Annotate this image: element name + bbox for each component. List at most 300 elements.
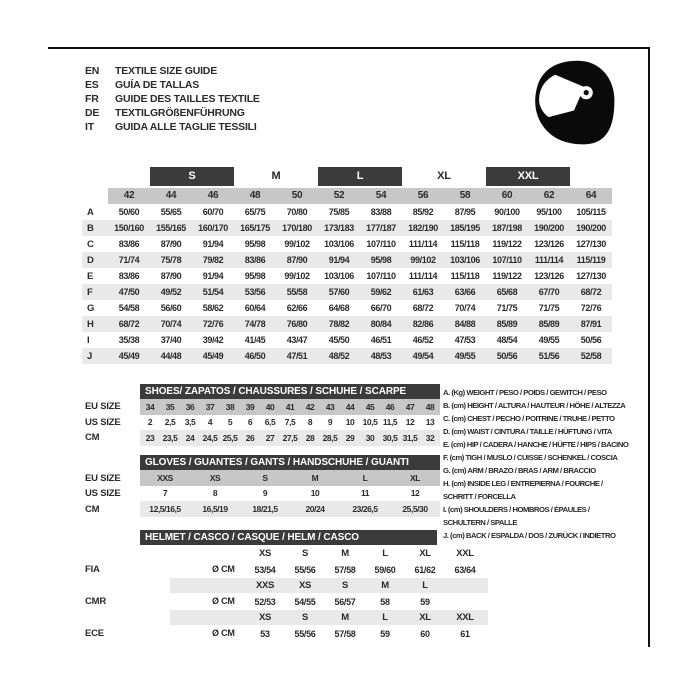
size-cell: 44 [150, 188, 192, 204]
helmet-value-cell: 58 [380, 596, 390, 607]
shoe-cm-cell: 25,5 [222, 432, 238, 443]
size-cell: 62 [528, 188, 570, 204]
measurement-cell: 49/55 [538, 335, 560, 345]
shoe-eu-size-cell: 46 [385, 401, 395, 412]
gloves-cm-row [140, 501, 440, 517]
shoe-eu-size-cell: 34 [145, 401, 155, 412]
gloves-us-size-label: US SIZE [85, 488, 121, 499]
helmet-size-cell: L [382, 612, 388, 623]
helmet-size-cell: XL [419, 612, 431, 623]
shoe-us-size-cell: 11,5 [382, 417, 398, 428]
shoe-eu-size-cell: 36 [185, 401, 195, 412]
measurement-cell: 61/63 [412, 287, 434, 297]
measurement-cell: 65/68 [496, 287, 518, 297]
measurement-cell: 70/74 [454, 303, 476, 313]
helmet-size-cell: M [341, 612, 349, 623]
legend-line: G. (cm) ARM / BRAZO / BRAS / ARM / BRACCIO [443, 466, 596, 475]
language-code: DE [85, 107, 100, 119]
helmet-value-cell: 61 [460, 628, 470, 639]
measurement-cell: 63/66 [454, 287, 476, 297]
language-title: GUIDA ALLE TAGLIE TESSILI [115, 121, 257, 133]
size-group-xxl: XXL [486, 167, 570, 186]
shoe-cm-cell: 28 [305, 432, 315, 443]
helmet-value-cell: 57/58 [334, 628, 356, 639]
measurement-cell: 165/175 [240, 223, 270, 233]
shoe-us-size-cell: 7,5 [284, 417, 296, 428]
textile-size-table [82, 167, 612, 364]
language-code: EN [85, 65, 100, 77]
helmet-value-cell: 55/56 [294, 564, 316, 575]
measurement-cell: 187/198 [492, 223, 522, 233]
helmet-fia-label: FIA [85, 564, 100, 575]
measurement-cell: 37/40 [160, 335, 182, 345]
legend-line: A. (Kg) WEIGHT / PESO / POIDS / GEWITCH / PESO [443, 388, 607, 397]
measurement-cell: 55/65 [160, 207, 182, 217]
measurement-cell: 95/98 [244, 271, 266, 281]
measurement-cell: 87/90 [160, 239, 182, 249]
shoe-us-size-cell: 2,5 [164, 417, 176, 428]
legend-item [443, 464, 649, 477]
language-row [85, 64, 260, 78]
shoe-us-size-cell: 4 [207, 417, 213, 428]
measurement-cell: 71/74 [118, 255, 140, 265]
measurement-cell: 79/82 [202, 255, 224, 265]
measurement-cell: 119/122 [492, 271, 522, 281]
shoe-us-size-cell: 5 [227, 417, 233, 428]
helmet-fia-values-row [245, 562, 485, 577]
shoes-title-bar [140, 384, 440, 399]
glove-us-size-cell: 12 [410, 488, 420, 499]
row-label: H [87, 318, 94, 330]
measurement-cell: 115/119 [576, 255, 606, 265]
measurement-cell: 182/190 [408, 223, 438, 233]
measurement-cell: 49/55 [454, 351, 476, 361]
shoes-eu-row [140, 399, 440, 415]
measurement-cell: 64/68 [328, 303, 350, 313]
measurement-cell: 99/102 [284, 239, 310, 249]
measurement-cell: 91/94 [328, 255, 350, 265]
textile-row-e [82, 268, 612, 284]
measurement-cell: 103/106 [324, 271, 354, 281]
helmet-ece-sizes-row [245, 610, 485, 625]
legend-item [443, 412, 649, 425]
measurement-cell: 51/54 [202, 287, 224, 297]
shoe-eu-size-cell: 45 [365, 401, 375, 412]
row-label: C [87, 238, 94, 250]
row-label: F [87, 286, 93, 298]
size-cell: 64 [570, 188, 612, 204]
measurement-cell: 60/64 [244, 303, 266, 313]
shoe-cm-cell: 27,5 [282, 432, 298, 443]
shoe-cm-cell: 23,5 [162, 432, 178, 443]
measurement-cell: 190/200 [576, 223, 606, 233]
shoe-eu-size-cell: 38 [225, 401, 235, 412]
measurement-cell: 45/49 [202, 351, 224, 361]
shoe-cm-cell: 28,5 [322, 432, 338, 443]
language-row [85, 78, 260, 92]
textile-sizes-row [82, 188, 612, 204]
shoes-us-row [140, 415, 440, 431]
measurement-cell: 72/76 [202, 319, 224, 329]
shoe-cm-cell: 24,5 [202, 432, 218, 443]
helmet-size-cell: S [301, 612, 309, 623]
glove-cm-cell: 16,5/19 [202, 503, 228, 514]
textile-row-d [82, 252, 612, 268]
language-title: TEXTILGRÖßENFÜHRUNG [115, 107, 245, 119]
language-row [85, 106, 260, 120]
shoe-eu-size-cell: 41 [285, 401, 295, 412]
size-cell: 46 [192, 188, 234, 204]
helmet-size-cell: S [301, 548, 309, 559]
measurement-cell: 47/53 [454, 335, 476, 345]
measurement-cell: 95/100 [536, 207, 562, 217]
glove-cm-cell: 20/24 [305, 503, 325, 514]
row-label: A [87, 206, 94, 218]
language-row [85, 120, 260, 134]
racing-helmet-icon [524, 56, 624, 155]
shoe-eu-size-cell: 35 [165, 401, 175, 412]
measurement-cell: 56/60 [160, 303, 182, 313]
helmet-ece-values-row [245, 626, 485, 641]
measurement-cell: 46/52 [412, 335, 434, 345]
shoe-eu-size-cell: 39 [245, 401, 255, 412]
language-list [85, 64, 260, 134]
measurement-cell: 107/110 [366, 271, 396, 281]
measurement-cell: 66/70 [370, 303, 392, 313]
language-row [85, 92, 260, 106]
helmet-value-cell: 55/56 [294, 628, 316, 639]
helmet-size-cell: L [382, 548, 388, 559]
legend-line: SCHULTERN / SPALLE [443, 518, 517, 527]
helmet-value-cell: 59 [380, 628, 390, 639]
size-cell: 52 [318, 188, 360, 204]
measurement-cell: 70/74 [160, 319, 182, 329]
measurement-cell: 76/80 [286, 319, 308, 329]
helmet-fia-sizes-row [245, 546, 485, 561]
measurement-cell: 68/72 [412, 303, 434, 313]
shoe-cm-cell: 30 [365, 432, 375, 443]
textile-row-c [82, 236, 612, 252]
measure-legend [443, 386, 649, 542]
measurement-cell: 85/92 [412, 207, 434, 217]
measurement-cell: 48/53 [370, 351, 392, 361]
measurement-cell: 39/42 [202, 335, 224, 345]
glove-eu-size-cell: M [311, 472, 319, 483]
row-label: G [87, 302, 95, 314]
measurement-cell: 46/50 [244, 351, 266, 361]
frame-border-top [48, 47, 650, 49]
measurement-cell: 127/130 [576, 271, 606, 281]
row-label: B [87, 222, 94, 234]
shoe-eu-size-cell: 48 [425, 401, 435, 412]
language-code: FR [85, 93, 99, 105]
legend-line: D. (cm) WAIST / CINTURA / TAILLE / HÜFTUNG / VITA [443, 427, 612, 436]
textile-row-b [82, 220, 612, 236]
shoe-us-size-cell: 2 [147, 417, 153, 428]
helmet-size-cell: XXL [456, 612, 474, 623]
measurement-cell: 50/56 [496, 351, 518, 361]
measurement-cell: 107/110 [366, 239, 396, 249]
measurement-cell: 90/100 [494, 207, 520, 217]
measurement-cell: 71/75 [538, 303, 560, 313]
glove-cm-cell: 23/26,5 [352, 503, 378, 514]
measurement-cell: 107/110 [492, 255, 522, 265]
measurement-cell: 45/49 [118, 351, 140, 361]
language-title: TEXTILE SIZE GUIDE [115, 65, 217, 77]
textile-row-h [82, 316, 612, 332]
legend-item [443, 425, 649, 438]
glove-eu-size-cell: XXS [157, 472, 173, 483]
shoe-us-size-cell: 3,5 [184, 417, 196, 428]
helmet-value-cell: 63/64 [454, 564, 476, 575]
measurement-cell: 46/51 [370, 335, 392, 345]
measurement-cell: 71/75 [496, 303, 518, 313]
measurement-cell: 57/60 [328, 287, 350, 297]
helmet-size-cell: XXL [456, 548, 474, 559]
measurement-cell: 47/51 [286, 351, 308, 361]
glove-us-size-cell: 9 [262, 488, 268, 499]
measurement-cell: 58/62 [202, 303, 224, 313]
size-group-m: M [271, 170, 281, 182]
gloves-eu-size-label: EU SIZE [85, 473, 121, 484]
textile-row-j [82, 348, 612, 364]
measurement-cell: 80/84 [370, 319, 392, 329]
measurement-cell: 51/56 [538, 351, 560, 361]
shoes-cm-label: CM [85, 432, 100, 443]
legend-item [443, 438, 649, 451]
size-cell: 56 [402, 188, 444, 204]
measurement-cell: 78/82 [328, 319, 350, 329]
helmet-cmr-diameter-label: Ø CM [212, 596, 235, 606]
glove-us-size-cell: 11 [360, 488, 370, 499]
shoe-cm-cell: 32 [425, 432, 435, 443]
shoes-eu-size-label: EU SIZE [85, 401, 121, 412]
size-cell: 54 [360, 188, 402, 204]
shoe-cm-cell: 31,5 [402, 432, 418, 443]
shoe-eu-size-cell: 43 [325, 401, 335, 412]
measurement-cell: 85/89 [496, 319, 518, 329]
shoe-eu-size-cell: 42 [305, 401, 315, 412]
shoe-us-size-cell: 12 [405, 417, 415, 428]
helmet-ece-diameter-label: Ø CM [212, 628, 235, 638]
shoes-title: SHOES/ ZAPATOS / CHAUSSURES / SCHUHE / SCARPE [145, 386, 407, 397]
language-code: IT [85, 121, 94, 133]
textile-row-a [82, 204, 612, 220]
glove-us-size-cell: 7 [162, 488, 168, 499]
measurement-cell: 54/58 [118, 303, 140, 313]
measurement-cell: 59/62 [370, 287, 392, 297]
shoe-cm-cell: 24 [185, 432, 195, 443]
helmet-size-cell: M [341, 548, 349, 559]
measurement-cell: 47/50 [118, 287, 140, 297]
measurement-cell: 99/102 [410, 255, 436, 265]
measurement-cell: 115/118 [450, 239, 480, 249]
legend-line: J. (cm) BACK / ESPALDA / DOS / ZURÜCK / INDIETRO [443, 531, 616, 540]
shoe-us-size-cell: 10 [345, 417, 355, 428]
legend-line: C. (cm) CHEST / PECHO / POITRINE / TRUHE / PETTO [443, 414, 615, 423]
measurement-cell: 91/94 [202, 271, 224, 281]
language-title: GUÍA DE TALLAS [115, 79, 200, 91]
helmet-cmr-values-row [245, 594, 485, 609]
measurement-cell: 87/95 [454, 207, 476, 217]
measurement-cell: 177/187 [366, 223, 396, 233]
legend-item [443, 451, 649, 464]
helmet-value-cell: 52/53 [254, 596, 276, 607]
gloves-title-bar [140, 455, 440, 470]
shoe-us-size-cell: 6 [247, 417, 253, 428]
measurement-cell: 48/54 [496, 335, 518, 345]
measurement-cell: 185/195 [450, 223, 480, 233]
measurement-cell: 150/160 [114, 223, 144, 233]
measurement-cell: 111/114 [408, 239, 438, 249]
measurement-cell: 105/115 [576, 207, 606, 217]
helmet-ece-label: ECE [85, 628, 104, 639]
measurement-cell: 43/47 [286, 335, 308, 345]
helmet-size-cell: XS [258, 612, 272, 623]
size-cell: 42 [108, 188, 150, 204]
measurement-cell: 65/75 [244, 207, 266, 217]
glove-cm-cell: 12,5/16,5 [149, 503, 181, 514]
measurement-cell: 84/88 [454, 319, 476, 329]
measurement-cell: 83/86 [118, 271, 140, 281]
shoe-us-size-cell: 10,5 [362, 417, 378, 428]
measurement-cell: 72/76 [580, 303, 602, 313]
measurement-cell: 95/98 [370, 255, 392, 265]
measurement-cell: 75/78 [160, 255, 182, 265]
shoe-cm-cell: 30,5 [382, 432, 398, 443]
shoe-us-size-cell: 6,5 [264, 417, 276, 428]
measurement-cell: 49/52 [160, 287, 182, 297]
helmet-size-cell: XL [419, 548, 431, 559]
textile-row-g [82, 300, 612, 316]
helmet-value-cell: 59 [420, 596, 430, 607]
helmet-size-cell: L [422, 580, 428, 591]
shoe-us-size-cell: 8 [307, 417, 313, 428]
measurement-cell: 35/38 [118, 335, 140, 345]
gloves-us-row [140, 486, 440, 502]
measurement-cell: 127/130 [576, 239, 606, 249]
shoes-cm-row [140, 430, 440, 446]
size-group-l: L [318, 167, 402, 186]
measurement-cell: 45/50 [328, 335, 350, 345]
language-title: GUIDE DES TAILLES TEXTILE [115, 93, 260, 105]
size-group-s: S [150, 167, 234, 186]
glove-cm-cell: 25,5/30 [402, 503, 428, 514]
shoe-eu-size-cell: 37 [205, 401, 215, 412]
legend-item [443, 503, 649, 529]
helmet-size-cell: XXS [255, 580, 275, 591]
helmet-size-cell: XS [258, 548, 272, 559]
measurement-cell: 85/89 [538, 319, 560, 329]
textile-body [82, 204, 612, 364]
size-cell: 50 [276, 188, 318, 204]
measurement-cell: 91/94 [202, 239, 224, 249]
measurement-cell: 68/72 [118, 319, 140, 329]
helmet-size-cell: XS [298, 580, 312, 591]
racing-helmet-glyph [524, 56, 624, 150]
gloves-cm-label: CM [85, 504, 100, 515]
helmet-value-cell: 61/62 [414, 564, 436, 575]
glove-eu-size-cell: L [362, 472, 368, 483]
legend-line: B. (cm) HEIGHT / ALTURA / HAUTEUR / HÖHE / ALTEZZA [443, 401, 626, 410]
glove-eu-size-cell: XL [410, 472, 420, 483]
helmet-value-cell: 57/58 [334, 564, 356, 575]
measurement-cell: 52/58 [580, 351, 602, 361]
measurement-cell: 111/114 [534, 255, 564, 265]
measurement-cell: 87/90 [286, 255, 308, 265]
size-cell: 58 [444, 188, 486, 204]
helmet-value-cell: 53 [260, 628, 270, 639]
legend-line: E. (cm) HIP / CADERA / HANCHE / HÜFTE / HIPS / BACINO [443, 440, 629, 449]
helmet-value-cell: 56/57 [334, 596, 356, 607]
measurement-cell: 83/88 [370, 207, 392, 217]
gloves-eu-row [140, 470, 440, 486]
measurement-cell: 170/180 [282, 223, 312, 233]
measurement-cell: 68/72 [580, 287, 602, 297]
measurement-cell: 50/60 [118, 207, 140, 217]
helmet-value-cell: 53/54 [254, 564, 276, 575]
measurement-cell: 44/48 [160, 351, 182, 361]
measurement-cell: 60/70 [202, 207, 224, 217]
legend-item [443, 399, 649, 412]
shoe-cm-cell: 23 [145, 432, 155, 443]
measurement-cell: 62/66 [286, 303, 308, 313]
measurement-cell: 160/170 [198, 223, 228, 233]
helmet-size-cell: M [381, 580, 389, 591]
measurement-cell: 75/85 [328, 207, 350, 217]
glove-eu-size-cell: S [262, 472, 268, 483]
helmet-value-cell: 60 [420, 628, 430, 639]
textile-group-row [82, 167, 612, 187]
shoe-eu-size-cell: 47 [405, 401, 415, 412]
measurement-cell: 115/118 [450, 271, 480, 281]
shoe-cm-cell: 26 [245, 432, 255, 443]
shoe-us-size-cell: 13 [425, 417, 435, 428]
measurement-cell: 103/106 [324, 239, 354, 249]
measurement-cell: 74/78 [244, 319, 266, 329]
helmet-value-cell: 59/60 [374, 564, 396, 575]
measurement-cell: 123/126 [534, 271, 564, 281]
measurement-cell: 155/165 [156, 223, 186, 233]
measurement-cell: 87/91 [580, 319, 602, 329]
measurement-cell: 49/54 [412, 351, 434, 361]
measurement-cell: 119/122 [492, 239, 522, 249]
measurement-cell: 99/102 [284, 271, 310, 281]
helmet-cmr-sizes-row [245, 578, 485, 593]
size-cell: 60 [486, 188, 528, 204]
measurement-cell: 103/106 [450, 255, 480, 265]
frame-border-right [648, 47, 650, 647]
textile-row-f [82, 284, 612, 300]
legend-item [443, 386, 649, 399]
language-code: ES [85, 79, 99, 91]
measurement-cell: 70/80 [286, 207, 308, 217]
measurement-cell: 50/56 [580, 335, 602, 345]
row-label: I [87, 334, 90, 346]
shoe-eu-size-cell: 40 [265, 401, 275, 412]
helmet-value-cell: 54/55 [294, 596, 316, 607]
shoe-eu-size-cell: 44 [345, 401, 355, 412]
helmet-title-bar [140, 530, 437, 545]
shoe-cm-cell: 27 [265, 432, 275, 443]
helmet-title: HELMET / CASCO / CASQUE / HELM / CASCO [145, 532, 359, 543]
textile-row-i [82, 332, 612, 348]
shoes-us-size-label: US SIZE [85, 417, 121, 428]
measurement-cell: 82/86 [412, 319, 434, 329]
row-label: D [87, 254, 94, 266]
legend-item [443, 477, 649, 503]
legend-item [443, 529, 649, 542]
